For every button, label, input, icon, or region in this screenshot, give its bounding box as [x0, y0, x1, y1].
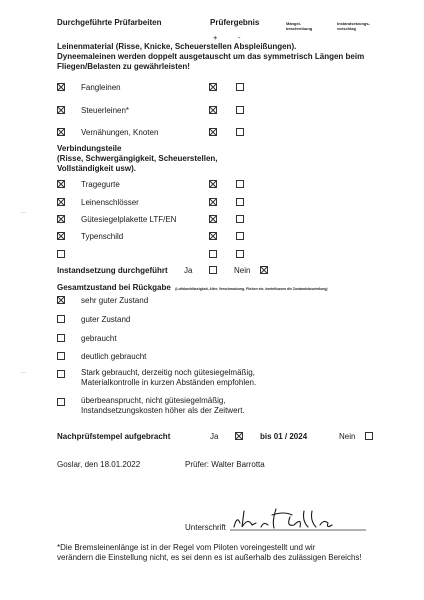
item-checkbox[interactable] — [57, 215, 65, 223]
punch-mark-icon: ⌒ — [20, 373, 27, 380]
gesamtzustand-note: (Luftdurchlässigkeit, Alter, Verschmutzung, Flicken etc. beeinflussen die Zustandsbeurteilung) — [175, 287, 328, 291]
minus-checkbox[interactable] — [236, 180, 244, 188]
stempel-until: bis 01 / 2024 — [260, 432, 308, 441]
minus-checkbox[interactable] — [236, 128, 244, 136]
plus-header: + — [213, 33, 218, 42]
instandsetzung-ja-checkbox[interactable] — [209, 266, 217, 274]
condition-label: Stark gebraucht, derzeitig noch gütesiegelmäßig, Materialkontrolle in kurzen Abständen empfohlen. — [81, 368, 257, 387]
footnote: *Die Bremsleinenlänge ist in der Regel vom Piloten voreingestellt und wir verändern die Einstellung nicht, es sei denn es ist außerhalb des zulässigen Bereichs! — [57, 543, 362, 562]
condition-checkbox[interactable] — [57, 370, 65, 378]
plus-checkbox[interactable] — [209, 250, 217, 258]
condition-checkbox[interactable] — [57, 352, 65, 360]
minus-checkbox[interactable] — [236, 250, 244, 258]
item-checkbox[interactable] — [57, 106, 65, 114]
result-title: Prüfergebnis — [210, 18, 260, 27]
condition-checkbox[interactable] — [57, 334, 65, 342]
place-date: Goslar, den 18.01.2022 — [57, 460, 141, 469]
condition-label: guter Zustand — [81, 315, 131, 324]
plus-checkbox[interactable] — [209, 215, 217, 223]
condition-checkbox[interactable] — [57, 398, 65, 406]
instandsetzung-header: Instandsetzungs- vorschlag — [337, 21, 370, 31]
work-title: Durchgeführte Prüfarbeiten — [57, 18, 162, 27]
condition-label: sehr guter Zustand — [81, 296, 149, 305]
stempel-label: Nachprüfstempel aufgebracht — [57, 432, 171, 441]
leinen-section-title: Leinenmaterial (Risse, Knicke, Scheuerstellen Abspleißungen). Dyneemaleinen werden doppelt ausgetauscht um das symmetrisch Längen beim Fliegen/Belasten zu gewährleisten! — [57, 42, 365, 71]
item-label: Leinenschlösser — [81, 198, 139, 207]
gesamtzustand-header — [57, 277, 328, 295]
item-label: Gütesiegelplakette LTF/EN — [81, 215, 177, 224]
condition-label: überbeansprucht, nicht gütesiegelmäßig, Instandsetzungskosten höher als der Zeitwert. — [81, 396, 245, 415]
instandsetzung-nein-checkbox[interactable] — [260, 266, 268, 274]
item-checkbox[interactable] — [57, 128, 65, 136]
stempel-ja-label: Ja — [210, 432, 219, 441]
mangel-header: Mangel- beschreibung — [286, 21, 313, 31]
item-label: Vernähungen, Knoten — [81, 128, 159, 137]
stempel-nein-checkbox[interactable] — [365, 432, 373, 440]
condition-label: deutlich gebraucht — [81, 352, 147, 361]
instandsetzung-ja-label: Ja — [184, 266, 193, 275]
item-label: Fangleinen — [81, 83, 121, 92]
item-label: Steuerleinen* — [81, 106, 130, 115]
item-checkbox[interactable] — [57, 198, 65, 206]
plus-checkbox[interactable] — [209, 83, 217, 91]
stempel-nein-label: Nein — [339, 432, 356, 441]
signature-label: Unterschrift — [185, 523, 226, 532]
stempel-ja-checkbox[interactable] — [235, 432, 243, 440]
pruefer-name: Prüfer: Walter Barrotta — [185, 460, 265, 469]
instandsetzung-label: Instandsetzung durchgeführt — [57, 266, 168, 275]
punch-mark-icon: ⌒ — [20, 213, 27, 220]
minus-checkbox[interactable] — [236, 83, 244, 91]
plus-checkbox[interactable] — [209, 198, 217, 206]
minus-checkbox[interactable] — [236, 106, 244, 114]
item-label: Typenschild — [81, 232, 124, 241]
condition-label: gebraucht — [81, 334, 117, 343]
plus-checkbox[interactable] — [209, 180, 217, 188]
minus-header: - — [238, 33, 241, 42]
instandsetzung-nein-label: Nein — [234, 266, 251, 275]
verbindung-section-title: Verbindungsteile (Risse, Schwergängigkeit, Scheuerstellen, Vollständigkeit usw). — [57, 144, 218, 173]
gesamtzustand-label: Gesamtzustand bei Rückgabe — [57, 283, 171, 292]
item-checkbox[interactable] — [57, 250, 65, 258]
item-checkbox[interactable] — [57, 180, 65, 188]
item-label: Tragegurte — [81, 180, 120, 189]
minus-checkbox[interactable] — [236, 215, 244, 223]
signature-image — [228, 505, 368, 535]
item-checkbox[interactable] — [57, 83, 65, 91]
plus-checkbox[interactable] — [209, 106, 217, 114]
minus-checkbox[interactable] — [236, 232, 244, 240]
item-checkbox[interactable] — [57, 232, 65, 240]
plus-checkbox[interactable] — [209, 232, 217, 240]
condition-checkbox[interactable] — [57, 315, 65, 323]
condition-checkbox[interactable] — [57, 296, 65, 304]
plus-checkbox[interactable] — [209, 128, 217, 136]
minus-checkbox[interactable] — [236, 198, 244, 206]
